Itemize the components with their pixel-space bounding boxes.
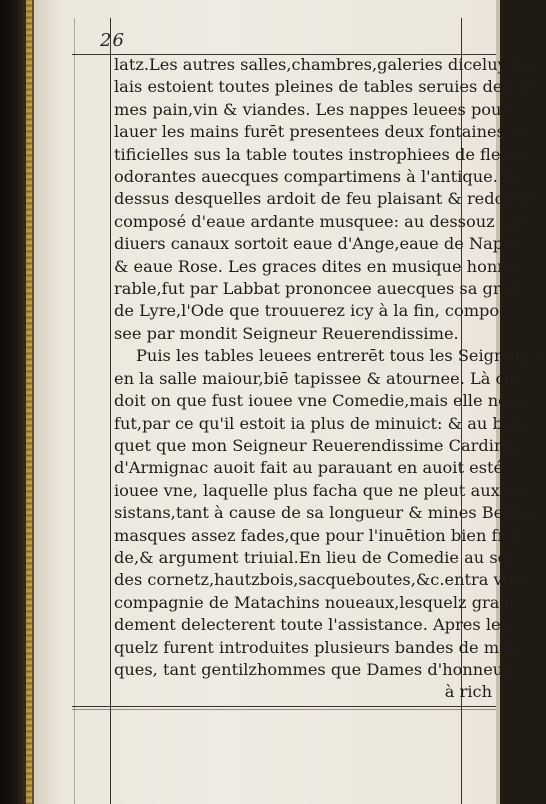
margin-rule-outer xyxy=(74,18,75,804)
text-line: de Lyre,l'Ode que trouuerez icy à la fin, compo- xyxy=(114,301,505,321)
text-line: diuers canaux sortoit eaue d'Ange,eaue de Naphe, xyxy=(114,234,529,254)
text-line: ques, tant gentilzhommes que Dames d'honneur xyxy=(114,659,511,679)
book-page xyxy=(34,0,546,804)
footer-rule xyxy=(72,706,496,707)
body-text xyxy=(114,54,546,704)
text-line: lauer les mains furēt presentees deux fontaines ar- xyxy=(114,122,533,142)
text-line: des cornetz,hautzbois,sacqueboutes,&c.entra vne xyxy=(114,570,523,590)
page-number: 26 xyxy=(100,30,125,51)
text-line: compagnie de Matachins noueaux,lesquelz gran xyxy=(114,592,510,612)
text-line: & eaue Rose. Les graces dites en musique honno- xyxy=(114,256,523,276)
text-line: quelz furent introduites plusieurs bandes de mas- xyxy=(114,637,523,657)
text-line: doit on que fust iouee vne Comedie,mais elle ne le xyxy=(114,391,528,411)
text-line: dessus desquelles ardoit de feu plaisant & redolent xyxy=(114,189,537,209)
text-line: composé d'eaue ardante musquee: au dessouz par xyxy=(114,211,528,231)
text-line: dement delecterent toute l'assistance. Apres les- xyxy=(114,615,515,635)
text-line: rable,fut par Labbat prononcee auecques sa gran- xyxy=(114,279,527,299)
text-line: à rich xyxy=(444,682,492,702)
text-line: masques assez fades,que pour l'inuētion bien froi- xyxy=(114,525,526,545)
margin-rule-left xyxy=(110,18,111,804)
text-line: odorantes auecques compartimens à l'antique. Le xyxy=(114,167,524,187)
text-line: iouee vne, laquelle plus facha que ne pleut aux as- xyxy=(114,480,529,500)
text-line: latz.Les autres salles,chambres,galeries diceluy pa xyxy=(114,55,532,74)
text-line: tificielles sus la table toutes instrophiees de fleurs xyxy=(114,144,527,164)
text-line: d'Armignac auoit fait au parauant en auoit esté xyxy=(114,458,504,478)
text-line: sistans,tant à cause de sa longueur & mines Berga- xyxy=(114,503,537,523)
text-line: fut,par ce qu'il estoit ia plus de minuict: & au ban- xyxy=(114,413,529,433)
text-line: en la salle maiour,biē tapissee & atournee. Là cuy- xyxy=(114,368,530,388)
gilt-page-edge xyxy=(26,0,32,804)
text-line: Puis les tables leuees entrerēt tous les Seigneurs xyxy=(136,346,541,366)
text-line: quet que mon Seigneur Reuerendissime Cardinal xyxy=(114,435,520,455)
text-line: lais estoient toutes pleines de tables seruies de mes- xyxy=(114,77,546,97)
footer-rule-secondary xyxy=(72,709,496,710)
text-line: see par mondit Seigneur Reuerendissime. xyxy=(114,323,459,343)
text-line: mes pain,vin & viandes. Les nappes leuees pour xyxy=(114,99,510,119)
text-line: de,& argument triuial.En lieu de Comedie au son xyxy=(114,547,518,567)
